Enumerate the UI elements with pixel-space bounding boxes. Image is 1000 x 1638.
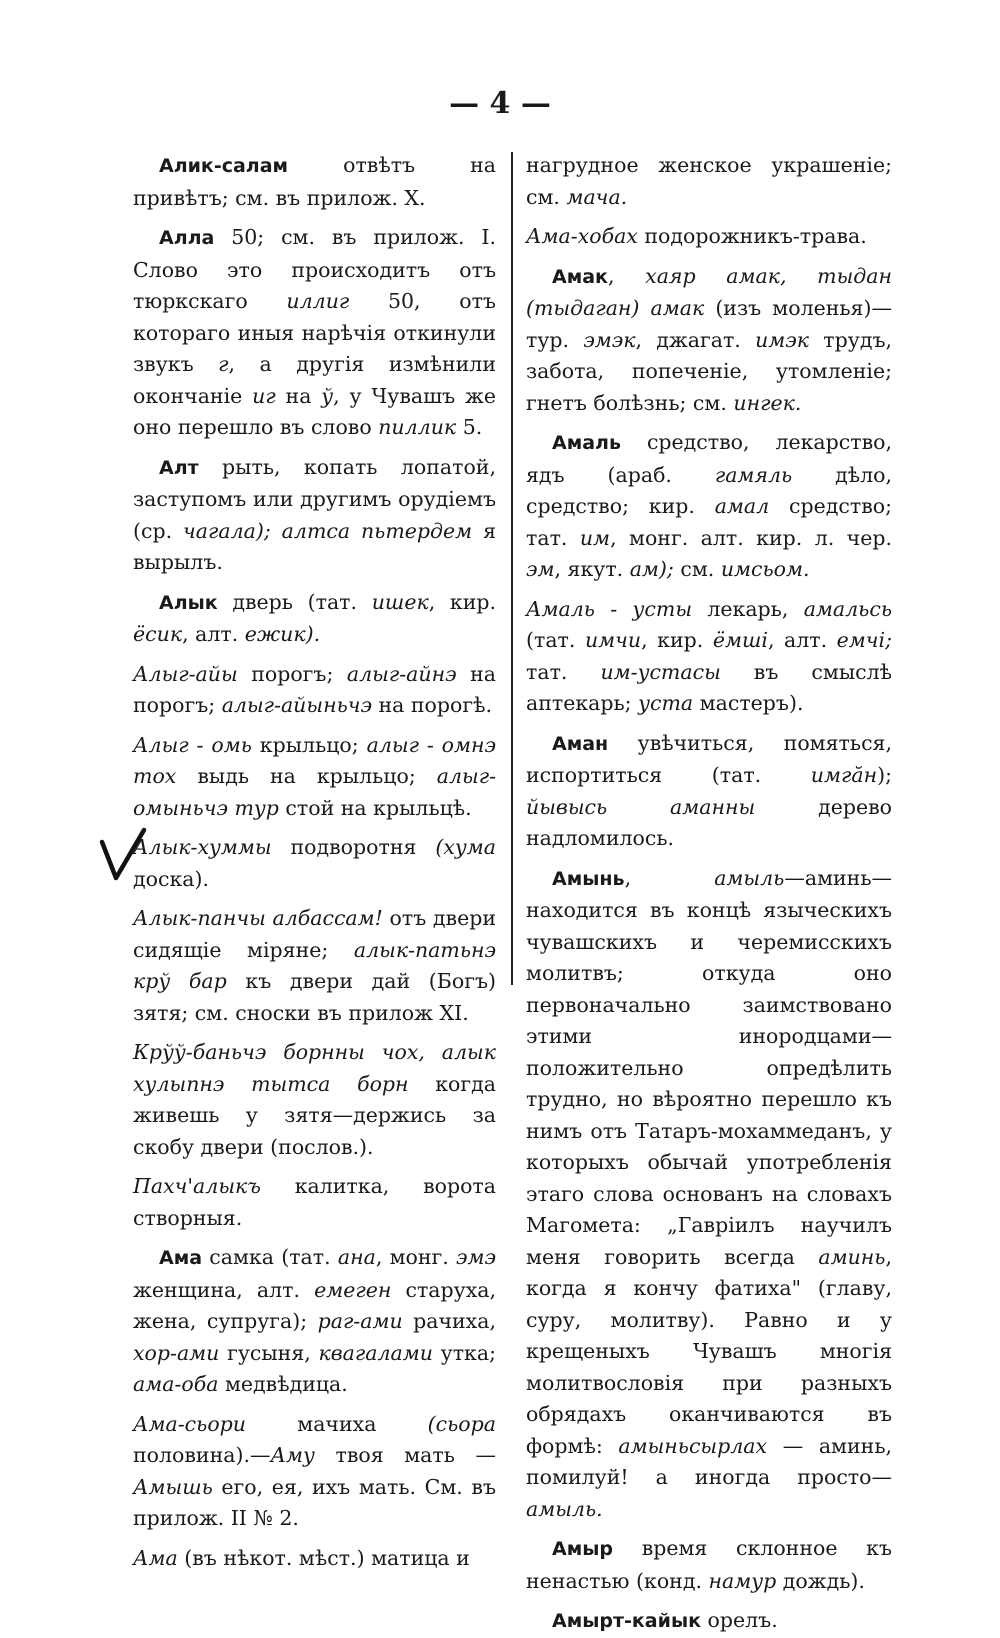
entry-italic-term: ама-оба (133, 1372, 219, 1396)
entry-text: медвѣдица. (218, 1372, 348, 1396)
entry-italic-term: Пахч'алыкъ (133, 1174, 261, 1198)
entry-italic-term: Ама-хобах (526, 224, 638, 248)
entry-text: 50; см. въ прилож. I. Слово это происходитъ отъ тюркскаго (133, 225, 496, 313)
dictionary-entry (526, 728, 892, 855)
dictionary-entry (133, 222, 496, 444)
dictionary-entry (526, 221, 892, 253)
entry-headword: Амыр (552, 1538, 614, 1560)
entry-text: (изъ моленья)—тур. (526, 296, 892, 352)
entry-text: дождь). (776, 1568, 865, 1593)
entry-text: стой на крыльцѣ. (278, 795, 472, 820)
entry-italic-term: хаяр амак, тыдан (тыдаган) амак (526, 263, 892, 320)
entry-italic-term: Крўў-баньчэ борнны чох, алык хулыпнэ тытса борн (133, 1040, 496, 1096)
entry-italic-term: Алыг-айы (133, 661, 238, 686)
entry-text: на (275, 383, 322, 408)
entry-text: — аминь, помилуй! а иногда просто— (526, 1433, 892, 1489)
entry-text: трудъ, забота, попеченіе, утомленіе; гнетъ болѣзнь; см. (526, 327, 893, 415)
entry-italic-term: алыг - омнэ тох (133, 732, 496, 788)
entry-text: , кир. (641, 628, 713, 652)
entry-text: —аминь—находится въ концѣ языческихъ чувашскихъ и черемисскихъ молитвъ; откуда оно первоначально заимствовано этими инородцами—положительно опредѣлить трудно, но вѣроятно перешло къ нимъ отъ Татаръ-мохаммеданъ, у которыхъ обычай употребленія этаго слова основанъ на словахъ Магомета: „Гавріилъ научилъ меня говорить всегда (526, 865, 892, 1269)
entry-text: нагрудное женское украшеніе; см. (526, 153, 892, 209)
entry-text: гусыня, (219, 1340, 319, 1365)
entry-text: дерево надломилось. (526, 794, 892, 850)
entry-italic-term: намур (708, 1568, 777, 1593)
entry-italic-term: мача. (566, 184, 628, 209)
entry-text: , (624, 865, 715, 890)
entry-text: отъ двери сидящіе міряне; (133, 906, 497, 962)
dictionary-entry (526, 1605, 892, 1638)
entry-text: самка (тат. (202, 1245, 338, 1269)
dictionary-entry (133, 1543, 496, 1575)
entry-text: 50, отъ котораго иныя нарѣчія откинули звукъ (133, 289, 496, 376)
entry-italic-term: алыг-айнэ (346, 661, 457, 686)
entry-italic-term: иллиг (286, 289, 350, 313)
entry-italic-term: им (579, 525, 611, 550)
entry-headword: Ама (159, 1247, 203, 1269)
entry-italic-term: уста (638, 691, 694, 715)
entry-text: (тат. (526, 628, 585, 652)
entry-italic-term: Амышь (133, 1474, 213, 1499)
entry-headword: Амынь (552, 867, 625, 890)
entry-italic-term: имэк (755, 327, 810, 352)
entry-text: , когда я кончу фатиха" (главу, суру, молитву). Равно и у крещеныхъ Чувашъ многія молитвословія при разныхъ обрядахъ оканчиваются въ формѣ: (526, 1244, 892, 1458)
entry-italic-term: емеген (314, 1277, 392, 1302)
dictionary-entry (133, 150, 496, 214)
entry-italic-term: йывысь аманны (526, 794, 756, 819)
entry-italic-term: ингек. (733, 390, 802, 415)
entry-text: , алт. (182, 622, 245, 646)
entry-italic-term: эм (526, 557, 555, 581)
entry-italic-term: квагалами (318, 1340, 433, 1365)
dictionary-entry (526, 863, 892, 1526)
entry-text: половина).— (133, 1443, 271, 1467)
entry-text: женщина, алт. (133, 1277, 315, 1302)
dictionary-entry (133, 730, 496, 825)
entry-italic-term: иг (252, 383, 276, 408)
entry-headword: Алла (159, 227, 215, 249)
entry-italic-term: Аму (270, 1443, 315, 1467)
dictionary-entry (526, 150, 892, 213)
dictionary-entry (526, 1533, 892, 1597)
entry-text: выдь на крыльцо; (176, 764, 437, 788)
page-number: — 4 — (449, 86, 551, 121)
entry-text: дѣло, средство; кир. (526, 462, 892, 518)
entry-text: увѣчиться, помяться, испортиться (тат. (526, 730, 892, 787)
entry-text: 5. (456, 415, 483, 439)
entry-headword: Алик-салам (159, 155, 289, 177)
entry-italic-term: чагала); алтса пьтердем (183, 518, 473, 543)
dictionary-entry (526, 594, 892, 720)
entry-italic-term: г (218, 352, 229, 376)
dictionary-entry (133, 1037, 496, 1163)
entry-headword: Амырт-кайык (552, 1610, 702, 1632)
dictionary-entry (526, 261, 892, 420)
entry-italic-term: аминь (818, 1244, 886, 1269)
right-column (526, 150, 893, 1632)
entry-italic-term: хор-ами (133, 1340, 220, 1365)
dictionary-entry (133, 659, 496, 722)
entry-text: средство, лекарство, ядъ (араб. (526, 430, 892, 487)
entry-text: подорожникъ-трава. (637, 224, 867, 248)
dictionary-entry (133, 903, 496, 1029)
entry-text: подворотня (271, 835, 436, 859)
entry-text: рыть, копать лопатой, заступомъ или другимъ орудіемъ (ср. (133, 454, 496, 543)
entry-italic-term: ам); (629, 557, 674, 581)
entry-text: на порогъ; (133, 661, 496, 717)
entry-italic-term: раг-ами (317, 1309, 403, 1333)
entry-text: въ смыслѣ аптекарь; (526, 659, 892, 715)
entry-text: лекарь, (692, 596, 804, 621)
entry-text: на порогѣ. (371, 693, 492, 717)
entry-text: твоя мать — (314, 1443, 496, 1467)
entry-text: порогъ; (237, 661, 347, 686)
entry-italic-term: эмэк (583, 327, 636, 352)
entry-headword: Амаль (552, 432, 621, 454)
entry-italic-term: Амаль - усты (526, 596, 693, 621)
dictionary-entry (133, 452, 496, 579)
entry-italic-term: амыньсырлах (618, 1433, 768, 1458)
entry-italic-term: (сьора (427, 1411, 496, 1436)
entry-italic-term: имгăн (810, 763, 878, 787)
entry-text: , кир. (428, 589, 496, 614)
entry-italic-term: гамяль (714, 462, 793, 487)
entry-italic-term: пиллик (378, 415, 457, 439)
entry-italic-term: алык-патьнэ крў бар (133, 937, 496, 993)
dictionary-entry (133, 1242, 496, 1401)
entry-text: , а другія измѣнили окончаніе (133, 352, 496, 408)
entry-headword: Аман (552, 732, 609, 755)
entry-italic-term: Алык-хуммы (133, 835, 272, 859)
dictionary-entry (133, 832, 496, 895)
entry-italic-term: ёмші (712, 628, 768, 652)
entry-text: доска). (133, 866, 209, 891)
entry-text: отвѣтъ на привѣтъ; см. въ прилож. X. (133, 153, 496, 210)
entry-text: , якут. (554, 557, 630, 581)
dictionary-entry (133, 587, 496, 651)
entry-text: см. (673, 557, 721, 581)
entry-text: калитка, ворота створныя. (133, 1174, 496, 1230)
entry-text: время склонное къ ненастью (конд. (526, 1536, 892, 1593)
entry-italic-term: Ама (133, 1545, 178, 1570)
entry-italic-term: емчі; (836, 628, 893, 652)
entry-italic-term: Алыг - омь (133, 732, 252, 757)
entry-italic-term: Ама-сьори (133, 1411, 246, 1436)
entry-italic-term: амал (714, 494, 770, 518)
entry-text: орелъ. (701, 1608, 778, 1632)
entry-italic-term: амыль (714, 865, 785, 890)
column-divider (511, 152, 513, 985)
entry-headword: Алык (159, 591, 218, 614)
entry-italic-term: алыг-омыньчэ тур (133, 764, 496, 820)
entry-italic-term: ёсик (133, 622, 183, 646)
entry-italic-term: имсьом. (720, 557, 810, 581)
entry-italic-term: амыль. (526, 1496, 603, 1521)
entry-text: утка; (432, 1340, 496, 1365)
entry-text: средство; тат. (526, 494, 892, 550)
entry-text: когда живешь у зятя—держись за скобу двери (послов.). (133, 1071, 496, 1159)
entry-text: мастеръ). (693, 691, 804, 715)
dictionary-entry (133, 1409, 496, 1535)
entry-headword: Алт (159, 456, 199, 479)
entry-italic-term: Алык-панчы албассам! (133, 906, 383, 930)
entry-italic-term: ў (321, 383, 334, 408)
entry-text: , монг. алт. кир. л. чер. (610, 525, 893, 550)
entry-text: крыльцо; (251, 732, 367, 757)
entry-italic-term: алыг-айыньчэ (221, 693, 372, 717)
entry-text: , монг. (375, 1245, 457, 1269)
entry-italic-term: эмэ (456, 1245, 496, 1269)
entry-text: тат. (526, 659, 601, 684)
entry-text: рачиха, (402, 1309, 496, 1333)
left-column (133, 150, 497, 1570)
dictionary-entry (526, 427, 892, 586)
entry-text: къ двери дай (Богъ) зятя; см. сноски въ прилож XI. (133, 969, 496, 1025)
entry-text: мачиха (245, 1411, 428, 1436)
entry-text: , джагат. (635, 327, 756, 352)
checkmark-icon (98, 828, 148, 882)
entry-text: , у Чувашъ же оно перешло въ слово (133, 383, 497, 439)
entry-italic-term: имчи (584, 628, 642, 652)
entry-text: дверь (тат. (217, 589, 372, 614)
entry-italic-term: амальсь (803, 596, 892, 621)
entry-text: (въ нѣкот. мѣст.) матица и (177, 1545, 470, 1570)
entry-italic-term: (хума (435, 835, 496, 859)
entry-italic-term: ана (337, 1245, 376, 1269)
entry-text: его, ея, ихъ мать. См. въ прилож. II № 2. (133, 1474, 496, 1530)
entry-text: , алт. (767, 628, 837, 652)
entry-text: старуха, жена, супруга); (133, 1277, 496, 1333)
dictionary-entry (133, 1171, 496, 1234)
entry-italic-term: ишек (371, 589, 429, 614)
entry-text: , (607, 263, 646, 288)
entry-italic-term: им-устасы (600, 659, 721, 684)
entry-text: ); (877, 763, 892, 787)
entry-italic-term: ежик). (244, 622, 321, 646)
entry-headword: Амак (552, 265, 608, 288)
entry-text: я вырылъ. (133, 518, 497, 574)
